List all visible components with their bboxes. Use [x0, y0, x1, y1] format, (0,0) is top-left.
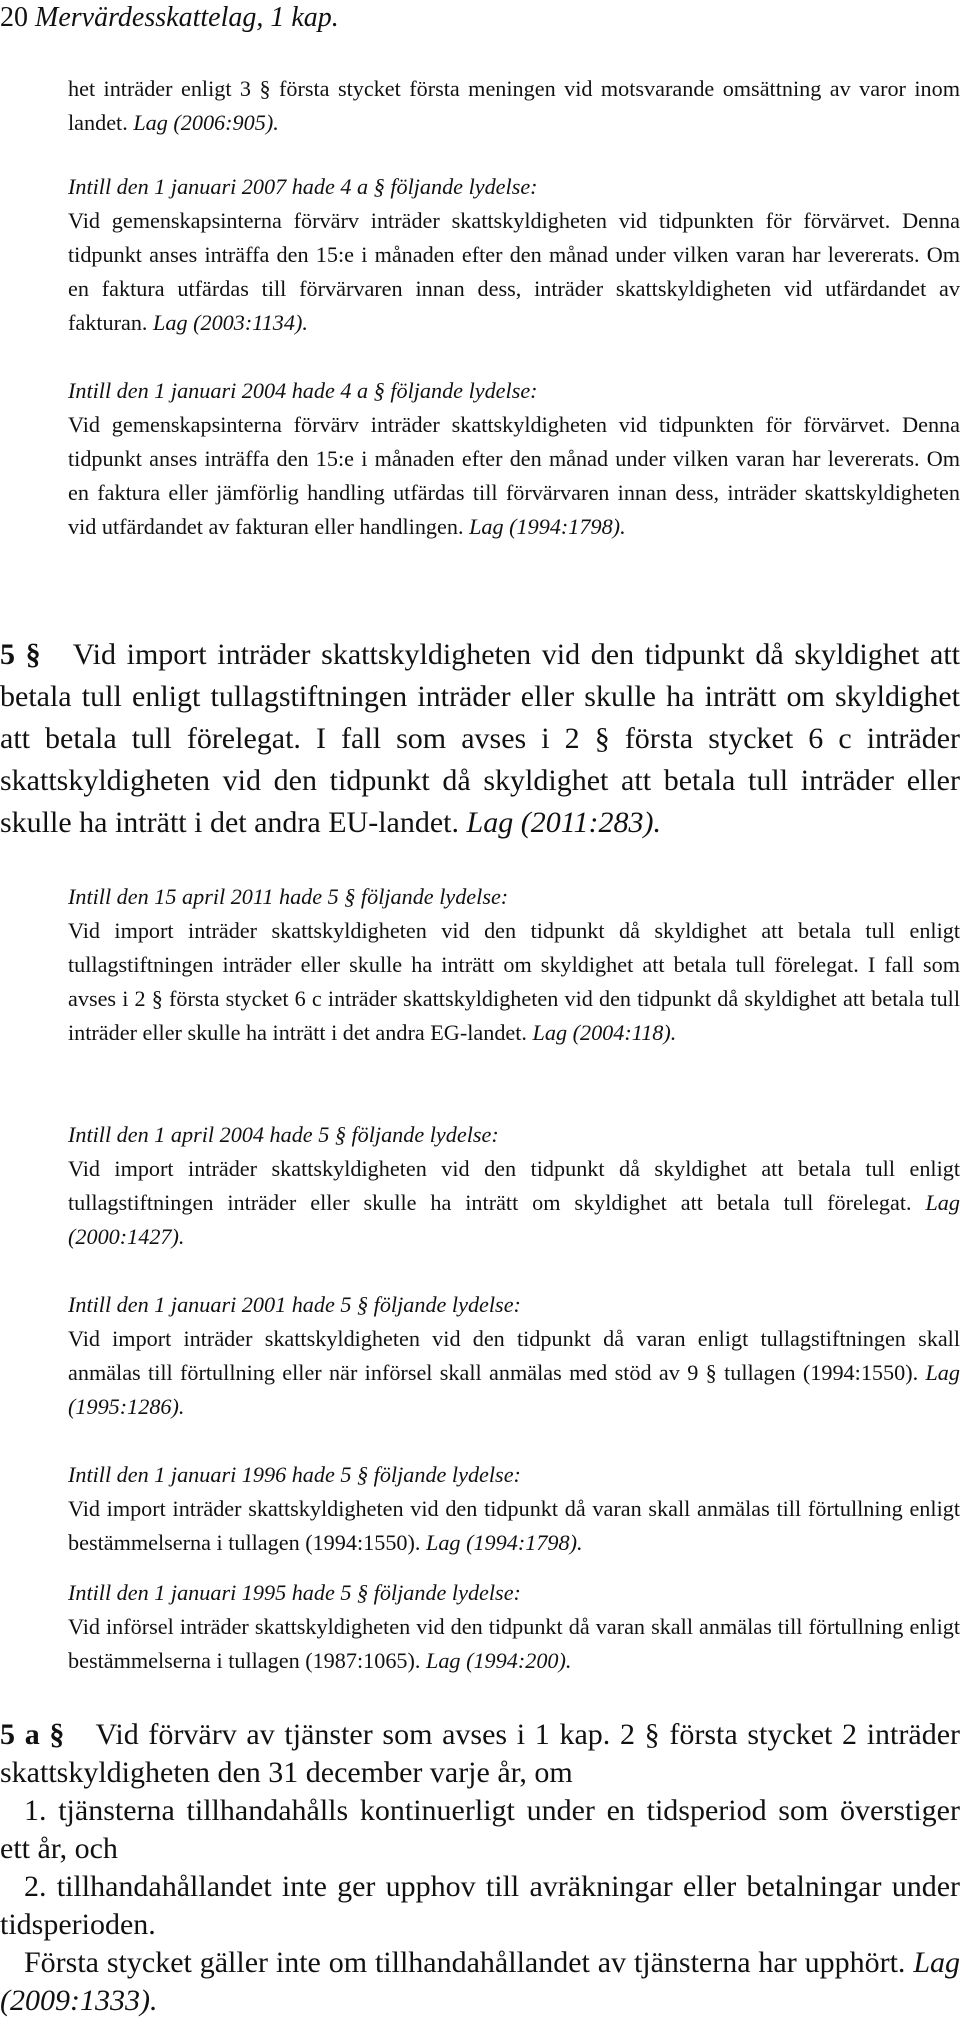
law-reference: Lag (1994:200). — [426, 1648, 572, 1673]
history-intro: Intill den 1 januari 2004 hade 4 a § följande lydelse: — [68, 378, 538, 403]
history-5-2004 — [68, 1118, 960, 1254]
history-intro: Intill den 1 april 2004 hade 5 § följande lydelse: — [68, 1122, 499, 1147]
page-number: 20 — [0, 2, 28, 33]
section-5a-closing — [0, 1944, 960, 2020]
section-5 — [0, 634, 960, 844]
history-intro: Intill den 1 januari 2007 hade 4 a § följande lydelse: — [68, 174, 538, 199]
history-intro: Intill den 15 april 2011 hade 5 § följande lydelse: — [68, 884, 509, 909]
law-reference: Lag (1995:1286). — [68, 1360, 960, 1419]
history-5-2011 — [68, 880, 960, 1050]
history-body: Vid gemenskapsinterna förvärv inträder skattskyldigheten vid tidpunkten för förvärvet. Denna tidpunkt anses inträffa den 15:e i månaden efter den månad under vilken varan har levererats. Om en faktura eller jämförlig handling utfärdas till förvärvaren innan dess, inträder skattskyldigheten vid utfärdandet av fakturan eller handlingen. — [68, 412, 960, 539]
history-intro: Intill den 1 januari 1996 hade 5 § följande lydelse: — [68, 1462, 521, 1487]
page-title: Mervärdesskattelag, 1 kap. — [35, 2, 339, 33]
law-reference: Lag (2000:1427). — [68, 1190, 960, 1249]
law-reference: Lag (2006:905). — [133, 110, 279, 135]
section-number: 5 § — [0, 638, 41, 671]
history-body: Vid import inträder skattskyldigheten vid den tidpunkt då skyldighet att betala tull enligt tullagstiftningen inträder eller skulle ha inträtt om skyldighet att betala tull förelegat. — [68, 1156, 960, 1215]
section-number: 5 a § — [0, 1718, 65, 1751]
history-4a-2004 — [68, 374, 960, 544]
list-item — [0, 1868, 960, 1944]
history-body: Vid import inträder skattskyldigheten vid den tidpunkt då skyldighet att betala tull enligt tullagstiftningen inträder eller skulle ha inträtt om skyldighet att betala tull förelegat. I fall som avses i 2 § första stycket 6 c inträder skattskyldigheten vid den tidpunkt då skyldighet att betala tull inträder eller skulle ha inträtt i det andra EG-landet. — [68, 918, 960, 1045]
list-item-text: 2. tillhandahållandet inte ger upphov till avräkningar eller betalningar under tidsperioden. — [0, 1870, 960, 1941]
law-reference: Lag (2004:118). — [532, 1020, 677, 1045]
history-intro: Intill den 1 januari 2001 hade 5 § följande lydelse: — [68, 1292, 521, 1317]
law-reference: Lag (2011:283). — [466, 806, 661, 839]
law-reference: Lag (2009:1333). — [0, 1946, 960, 2017]
history-4a-2007 — [68, 170, 960, 340]
history-body: Vid gemenskapsinterna förvärv inträder skattskyldigheten vid tidpunkten för förvärvet. Denna tidpunkt anses inträffa den 15:e i månaden efter den månad under vilken varan har levererats. Om en faktura utfärdas till förvärvaren innan dess, inträder skattskyldigheten vid utfärdandet av fakturan. — [68, 208, 960, 335]
history-body: Vid införsel inträder skattskyldigheten vid den tidpunkt då varan skall anmälas till förtullning enligt bestämmelserna i tullagen (1987:1065). — [68, 1614, 960, 1673]
closing-text: Första stycket gäller inte om tillhandahållandet av tjänsterna har upphört. — [24, 1946, 906, 1979]
history-5-1996 — [68, 1458, 960, 1560]
section-5a — [0, 1716, 960, 2020]
history-intro: Intill den 1 januari 1995 hade 5 § följande lydelse: — [68, 1580, 521, 1605]
section-text: Vid förvärv av tjänster som avses i 1 kap. 2 § första stycket 2 inträder skattskyldigheten den 31 december varje år, om — [0, 1718, 960, 1789]
list-item-text: 1. tjänsterna tillhandahålls kontinuerligt under en tidsperiod som överstiger ett år, och — [0, 1794, 960, 1865]
history-body: Vid import inträder skattskyldigheten vid den tidpunkt då varan skall anmälas till förtullning enligt bestämmelserna i tullagen (1994:1550). — [68, 1496, 960, 1555]
section-text: Vid import inträder skattskyldigheten vid den tidpunkt då skyldighet att betala tull enligt tullagstiftningen inträder eller skulle ha inträtt om skyldighet att betala tull förelegat. I fall som avses i 2 § första stycket 6 c inträder skattskyldigheten vid den tidpunkt då skyldighet att betala tull inträder eller skulle ha inträtt i det andra EU-landet. — [0, 638, 960, 839]
list-item — [0, 1792, 960, 1868]
law-reference: Lag (2003:1134). — [153, 310, 308, 335]
law-reference: Lag (1994:1798). — [469, 514, 626, 539]
law-reference: Lag (1994:1798). — [426, 1530, 583, 1555]
page-header — [0, 0, 339, 36]
top-paragraph — [68, 72, 960, 140]
history-body: Vid import inträder skattskyldigheten vid den tidpunkt då varan enligt tullagstiftningen skall anmälas till förtullning eller när införsel skall anmälas med stöd av 9 § tullagen (1994:1550). — [68, 1326, 960, 1385]
history-5-2001 — [68, 1288, 960, 1424]
section-5a-lead — [0, 1716, 960, 1792]
history-5-1995 — [68, 1576, 960, 1678]
paragraph-text: het inträder enligt 3 § första stycket första meningen vid motsvarande omsättning av varor inom landet. — [68, 76, 960, 135]
